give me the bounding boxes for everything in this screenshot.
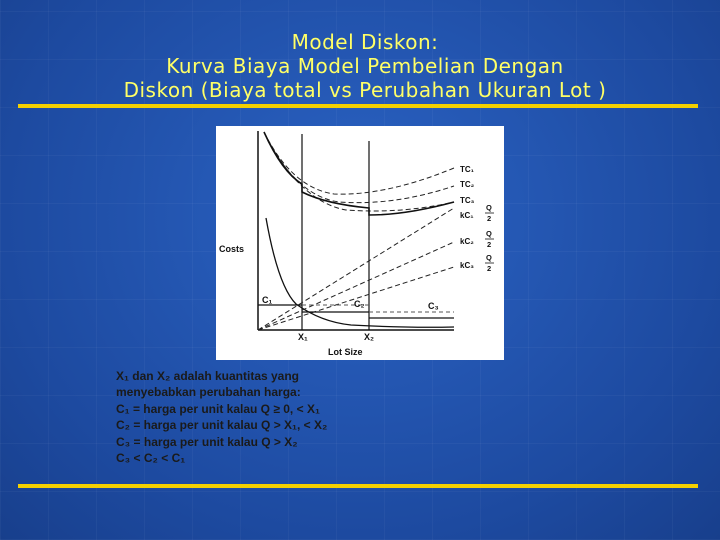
note-line-3: C₁ = harga per unit kalau Q ≥ 0, < X₁: [116, 401, 320, 416]
kc2-label: kC₂: [460, 237, 474, 246]
kc3-label: kC₃: [460, 261, 474, 270]
note-line-4: C₂ = harga per unit kalau Q > X₁, < X₂: [116, 418, 328, 433]
order-cost-curve: [266, 218, 454, 327]
title-line-1: Model Diskon:: [291, 30, 439, 54]
c3-label: C₃: [428, 301, 439, 311]
cost-curve-diagram: [216, 126, 504, 360]
x1-label: X₁: [298, 332, 308, 342]
note-line-2: menyebabkan perubahan harga:: [116, 385, 301, 400]
title-line-2: Kurva Biaya Model Pembelian Dengan: [166, 54, 564, 78]
top-divider: [18, 104, 698, 108]
bottom-divider: [18, 484, 698, 488]
kc3-q: Q: [486, 253, 492, 262]
kc1-two: 2: [487, 214, 492, 223]
tc2-label: TC₂: [460, 180, 475, 189]
note-line-6: C₃ < C₂ < C₁: [116, 451, 186, 466]
tc1-label: TC₁: [460, 165, 474, 174]
note-line-5: C₃ = harga per unit kalau Q > X₂: [116, 434, 298, 449]
kc1-q: Q: [486, 203, 492, 212]
total-cost-curve-tc2: [266, 136, 454, 203]
y-axis-label: Costs: [219, 244, 245, 254]
total-cost-curve-tc3: [268, 140, 454, 211]
kc2-two: 2: [487, 240, 492, 249]
kc2-q: Q: [486, 229, 492, 238]
x-axis-label: Lot Size: [328, 347, 363, 357]
kc3-two: 2: [487, 264, 492, 273]
holding-cost-line-kc2: [258, 242, 454, 330]
title-line-3: Diskon (Biaya total vs Perubahan Ukuran Lot ): [123, 78, 607, 102]
note-line-1: X₁ dan X₂ adalah kuantitas yang: [116, 369, 300, 383]
tc3-label: TC₃: [460, 196, 475, 205]
slide-title: [0, 30, 720, 102]
c1-label: C₁: [262, 295, 273, 305]
notes-block: [116, 368, 456, 466]
x2-label: X₂: [364, 332, 375, 342]
total-cost-curve-tc1: [264, 132, 454, 194]
cost-curve-figure: [216, 126, 504, 360]
c2-label: C₂: [354, 299, 365, 309]
kc1-label: kC₁: [460, 211, 474, 220]
